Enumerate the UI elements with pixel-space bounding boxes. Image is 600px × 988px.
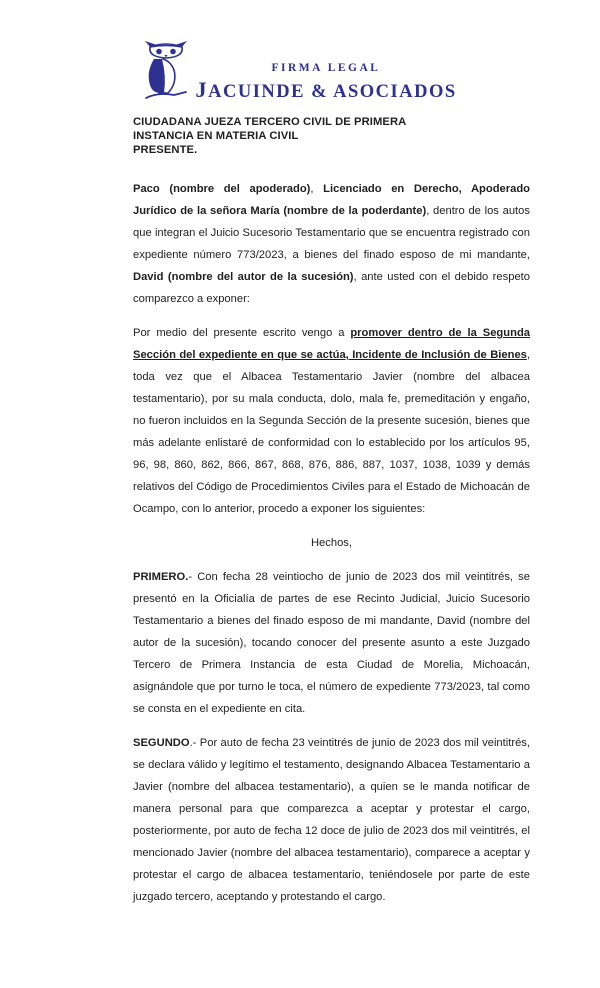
text-run: .- Por auto de fecha 23 veintitrés de junio de 2023 dos mil veintitrés, se declara válido y legítimo el testamento, designando Albacea Testamentario a Javier (nombre del albacea testamentario), a quien se le manda notificar de manera personal para que comparezca a aceptar y protestar el cargo, posteriormente, por auto de fecha 12 doce de julio de 2023 dos mil veintitrés, el mencionado Javier (nombre del albacea testamentario), comparece a aceptar y protestar el cargo de albacea testamentario, teniéndosele por parte de este juzgado tercero, aceptando y protestando el cargo. bbox=[133, 737, 530, 903]
addressee-line-2: INSTANCIA EN MATERIA CIVIL bbox=[133, 130, 299, 142]
letterhead bbox=[0, 0, 600, 105]
owl-icon bbox=[143, 38, 189, 105]
paragraph-hecho-primero bbox=[133, 566, 530, 720]
firm-name: JACUINDE & ASOCIADOS bbox=[195, 77, 457, 102]
firm-tagline: FIRMA LEGAL bbox=[271, 62, 381, 74]
addressee-line-3: PRESENTE. bbox=[133, 144, 198, 156]
text-run: , toda vez que el Albacea Testamentario Javier (nombre del albacea testamentario), por su mala conducta, dolo, mala fe, premeditación y engaño, no fueron incluidos en la Segunda Sección de la presente sucesión, bienes que más adelante enlistaré de conformidad con lo establecido por los artículos 95, 96, 98, 860, 862, 866, 867, 868, 876, 886, 887, 1037, 1038, 1039 y demás relativos del Código de Procedimientos Civiles para el Estado de Michoacán de Ocampo, con lo anterior, procedo a exponer los siguientes: bbox=[133, 349, 530, 515]
document-body bbox=[0, 115, 600, 908]
addressee-block bbox=[133, 115, 530, 157]
addressee-line-1: CIUDADANA JUEZA TERCERO CIVIL DE PRIMERA bbox=[133, 116, 407, 128]
text-run: - Con fecha 28 veintiocho de junio de 2023 dos mil veintitrés, se presentó en la Oficialía de partes de ese Recinto Judicial, Juicio Sucesorio Testamentario a bienes del finado esposo de mi mandante, David (nombre del autor de la sucesión), tocando conocer del presente asunto a este Juzgado Tercero de Primera Instancia de esta Ciudad de Morelia, Michoacán, asignándole que por turno le toca, el número de expediente 773/2023, tal como se consta en el expediente en cita. bbox=[133, 571, 530, 715]
brand-text bbox=[195, 62, 456, 103]
text-run: PRIMERO. bbox=[133, 571, 189, 583]
paragraph-intro bbox=[133, 178, 530, 310]
text-run: , ante usted con el debido respeto comparezco a exponer: bbox=[133, 271, 531, 305]
text-run: Por medio del presente escrito vengo a bbox=[133, 327, 351, 339]
paragraph-hecho-segundo bbox=[133, 732, 530, 908]
text-run: Paco (nombre del apoderado) bbox=[133, 183, 311, 195]
text-run: promover dentro de la Segunda Sección del expediente en que se actúa, Incidente de Inclusión de Bienes bbox=[133, 327, 530, 361]
text-run: Licenciado en Derecho, Apoderado Jurídico de la señora María (nombre de la poderdante) bbox=[133, 183, 531, 217]
paragraph-promocion bbox=[133, 322, 530, 520]
hechos-heading bbox=[133, 532, 530, 554]
text-run: , bbox=[310, 183, 324, 195]
text-run: David (nombre del autor de la sucesión) bbox=[133, 271, 354, 283]
text-run: SEGUNDO bbox=[133, 737, 190, 749]
text-run: , dentro de los autos que integran el Juicio Sucesorio Testamentario que se encuentra registrado con expediente número 773/2023, a bienes del finado esposo de mi mandante, bbox=[133, 205, 530, 261]
text-run: Hechos, bbox=[310, 537, 353, 549]
